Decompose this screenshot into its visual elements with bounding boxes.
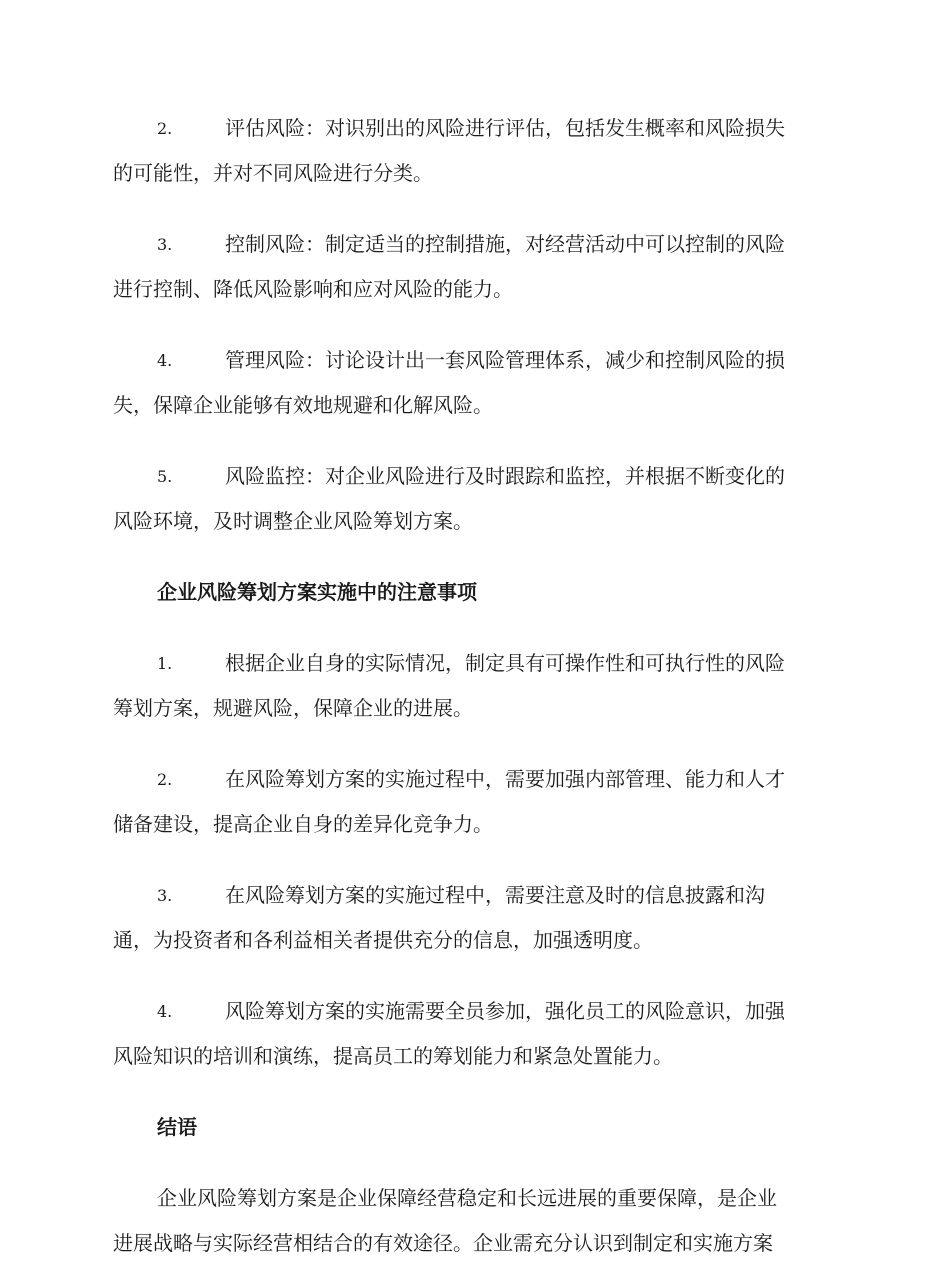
list-number: 3.	[157, 235, 173, 254]
list-item	[113, 106, 835, 196]
list-item	[113, 338, 835, 428]
section-heading: 结语	[157, 1115, 197, 1139]
list-item	[113, 641, 835, 731]
list-item-text-continued: 风险环境，及时调整企业风险筹划方案。	[113, 509, 473, 533]
list-item-text-continued: 储备建设，提高企业自身的差异化竞争力。	[113, 812, 493, 836]
conclusion-paragraph	[113, 1176, 835, 1266]
list-item-text: 控制风险：制定适当的控制措施，对经营活动中可以控制的风险	[225, 232, 785, 256]
list-item	[113, 873, 835, 963]
list-item-text: 在风险筹划方案的实施过程中，需要注意及时的信息披露和沟	[225, 883, 765, 907]
list-item-text-continued: 筹划方案，规避风险，保障企业的进展。	[113, 696, 473, 720]
section-heading: 企业风险筹划方案实施中的注意事项	[157, 580, 477, 604]
list-item-text: 评估风险：对识别出的风险进行评估，包括发生概率和风险损失	[225, 116, 785, 140]
document-body	[113, 106, 835, 1266]
list-number: 1.	[157, 654, 173, 673]
list-item-text: 在风险筹划方案的实施过程中，需要加强内部管理、能力和人才	[225, 767, 785, 791]
list-number: 4.	[157, 1002, 173, 1021]
list-number: 3.	[157, 886, 173, 905]
list-item-text: 管理风险：讨论设计出一套风险管理体系，减少和控制风险的损	[225, 348, 785, 372]
list-number: 4.	[157, 351, 173, 370]
list-number: 2.	[157, 770, 173, 789]
paragraph-line: 进展战略与实际经营相结合的有效途径。企业需充分认识到制定和实施方案	[113, 1231, 773, 1255]
list-item	[113, 454, 835, 544]
list-item-text-continued: 失，保障企业能够有效地规避和化解风险。	[113, 393, 493, 417]
list-item	[113, 757, 835, 847]
list-item-text-continued: 的可能性，并对不同风险进行分类。	[113, 161, 433, 185]
list-item-text: 风险筹划方案的实施需要全员参加，强化员工的风险意识，加强	[225, 999, 785, 1023]
list-item-text: 根据企业自身的实际情况，制定具有可操作性和可执行性的风险	[225, 651, 785, 675]
list-number: 2.	[157, 119, 173, 138]
list-item-text-continued: 进行控制、降低风险影响和应对风险的能力。	[113, 277, 513, 301]
list-item-text-continued: 通，为投资者和各利益相关者提供充分的信息，加强透明度。	[113, 928, 653, 952]
paragraph-line: 企业风险筹划方案是企业保障经营稳定和长远进展的重要保障，是企业	[157, 1186, 777, 1210]
list-item-text: 风险监控：对企业风险进行及时跟踪和监控，并根据不断变化的	[225, 464, 785, 488]
list-item	[113, 989, 835, 1079]
list-item	[113, 222, 835, 312]
list-number: 5.	[157, 467, 173, 486]
list-item-text-continued: 风险知识的培训和演练，提高员工的筹划能力和紧急处置能力。	[113, 1044, 673, 1068]
